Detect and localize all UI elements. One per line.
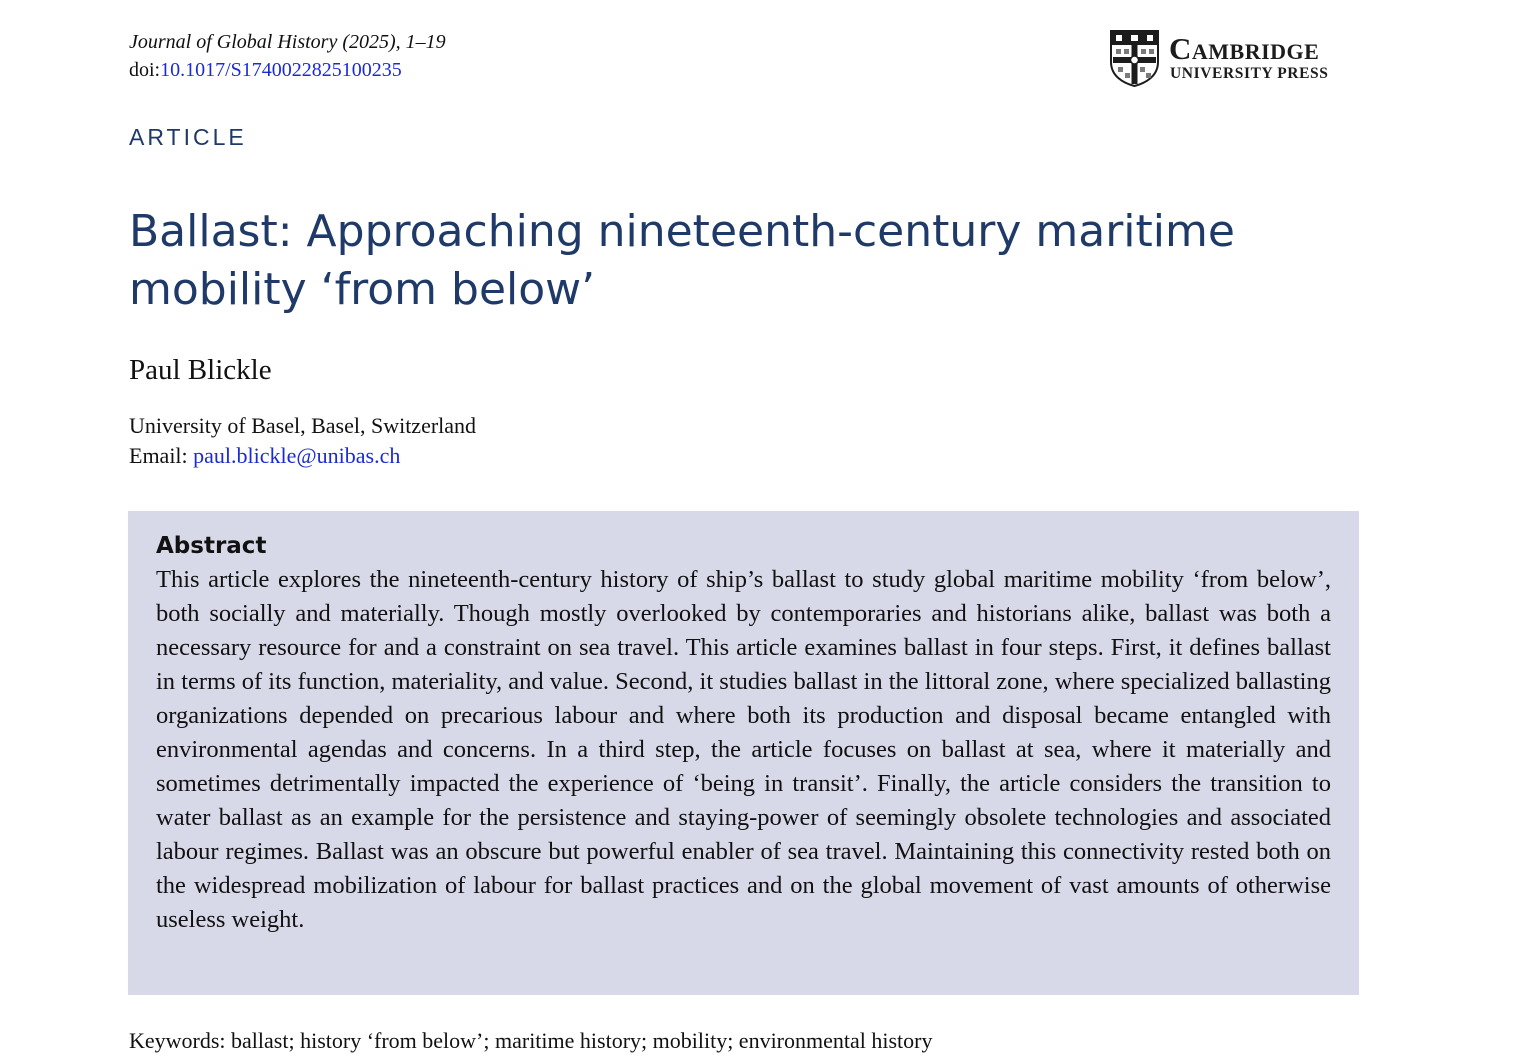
keywords-line: Keywords: ballast; history ‘from below’; maritime history; mobility; environmental history: [129, 1028, 933, 1053]
doi-link[interactable]: 10.1017/S1740022825100235: [160, 59, 402, 81]
abstract-box: [128, 511, 1359, 995]
affiliation: University of Basel, Basel, Switzerland: [129, 413, 477, 438]
article-title: Ballast: Approaching nineteenth-century maritime mobility ‘from below’: [129, 206, 1235, 315]
section-type-label: ARTICLE: [129, 124, 247, 150]
abstract-text: This article explores the nineteenth-century history of ship’s ballast to study global maritime mobility ‘from below’, both socially and materially. Though mostly overlooked by contemporaries and historians alike, ballast was both a necessary resource for and a constraint on sea travel. This article examines ballast in four steps. First, it defines ballast in terms of its function, materiality, and value. Second, it studies ballast in the littoral zone, where specialized ballasting organizations depended on precarious labour and where both its production and disposal became entangled with environmental agendas and concerns. In a third step, the article focuses on ballast at sea, where it materially and sometimes detrimentally impacted the experience of ‘being in transit’. Finally, the article considers the transition to water ballast as an example for the persistence and staying-power of seemingly obsolete technologies and associated labour regimes. Ballast was an obscure but powerful enabler of sea travel. Maintaining this connectivity rested both on the widespread mobilization of labour for ballast practices and on the global movement of vast amounts of otherwise useless weight.: [156, 566, 1331, 933]
doi-line: [129, 56, 446, 84]
doi-prefix: doi:: [129, 59, 161, 81]
publisher-subname: UNIVERSITY PRESS: [1170, 65, 1329, 82]
email-line: [129, 441, 476, 471]
email-link[interactable]: paul.blickle@unibas.ch: [193, 443, 401, 468]
author-name: Paul Blickle: [129, 354, 272, 386]
journal-citation: Journal of Global History (2025), 1–19: [129, 31, 446, 53]
email-label: Email:: [129, 443, 194, 468]
publisher-logo[interactable]: [1110, 30, 1360, 88]
journal-header: [129, 28, 446, 84]
publisher-name: Cambridge: [1169, 31, 1320, 66]
cambridge-shield-icon: [1110, 30, 1159, 87]
author-affiliation-block: [129, 411, 476, 471]
abstract-heading: Abstract: [156, 533, 267, 559]
